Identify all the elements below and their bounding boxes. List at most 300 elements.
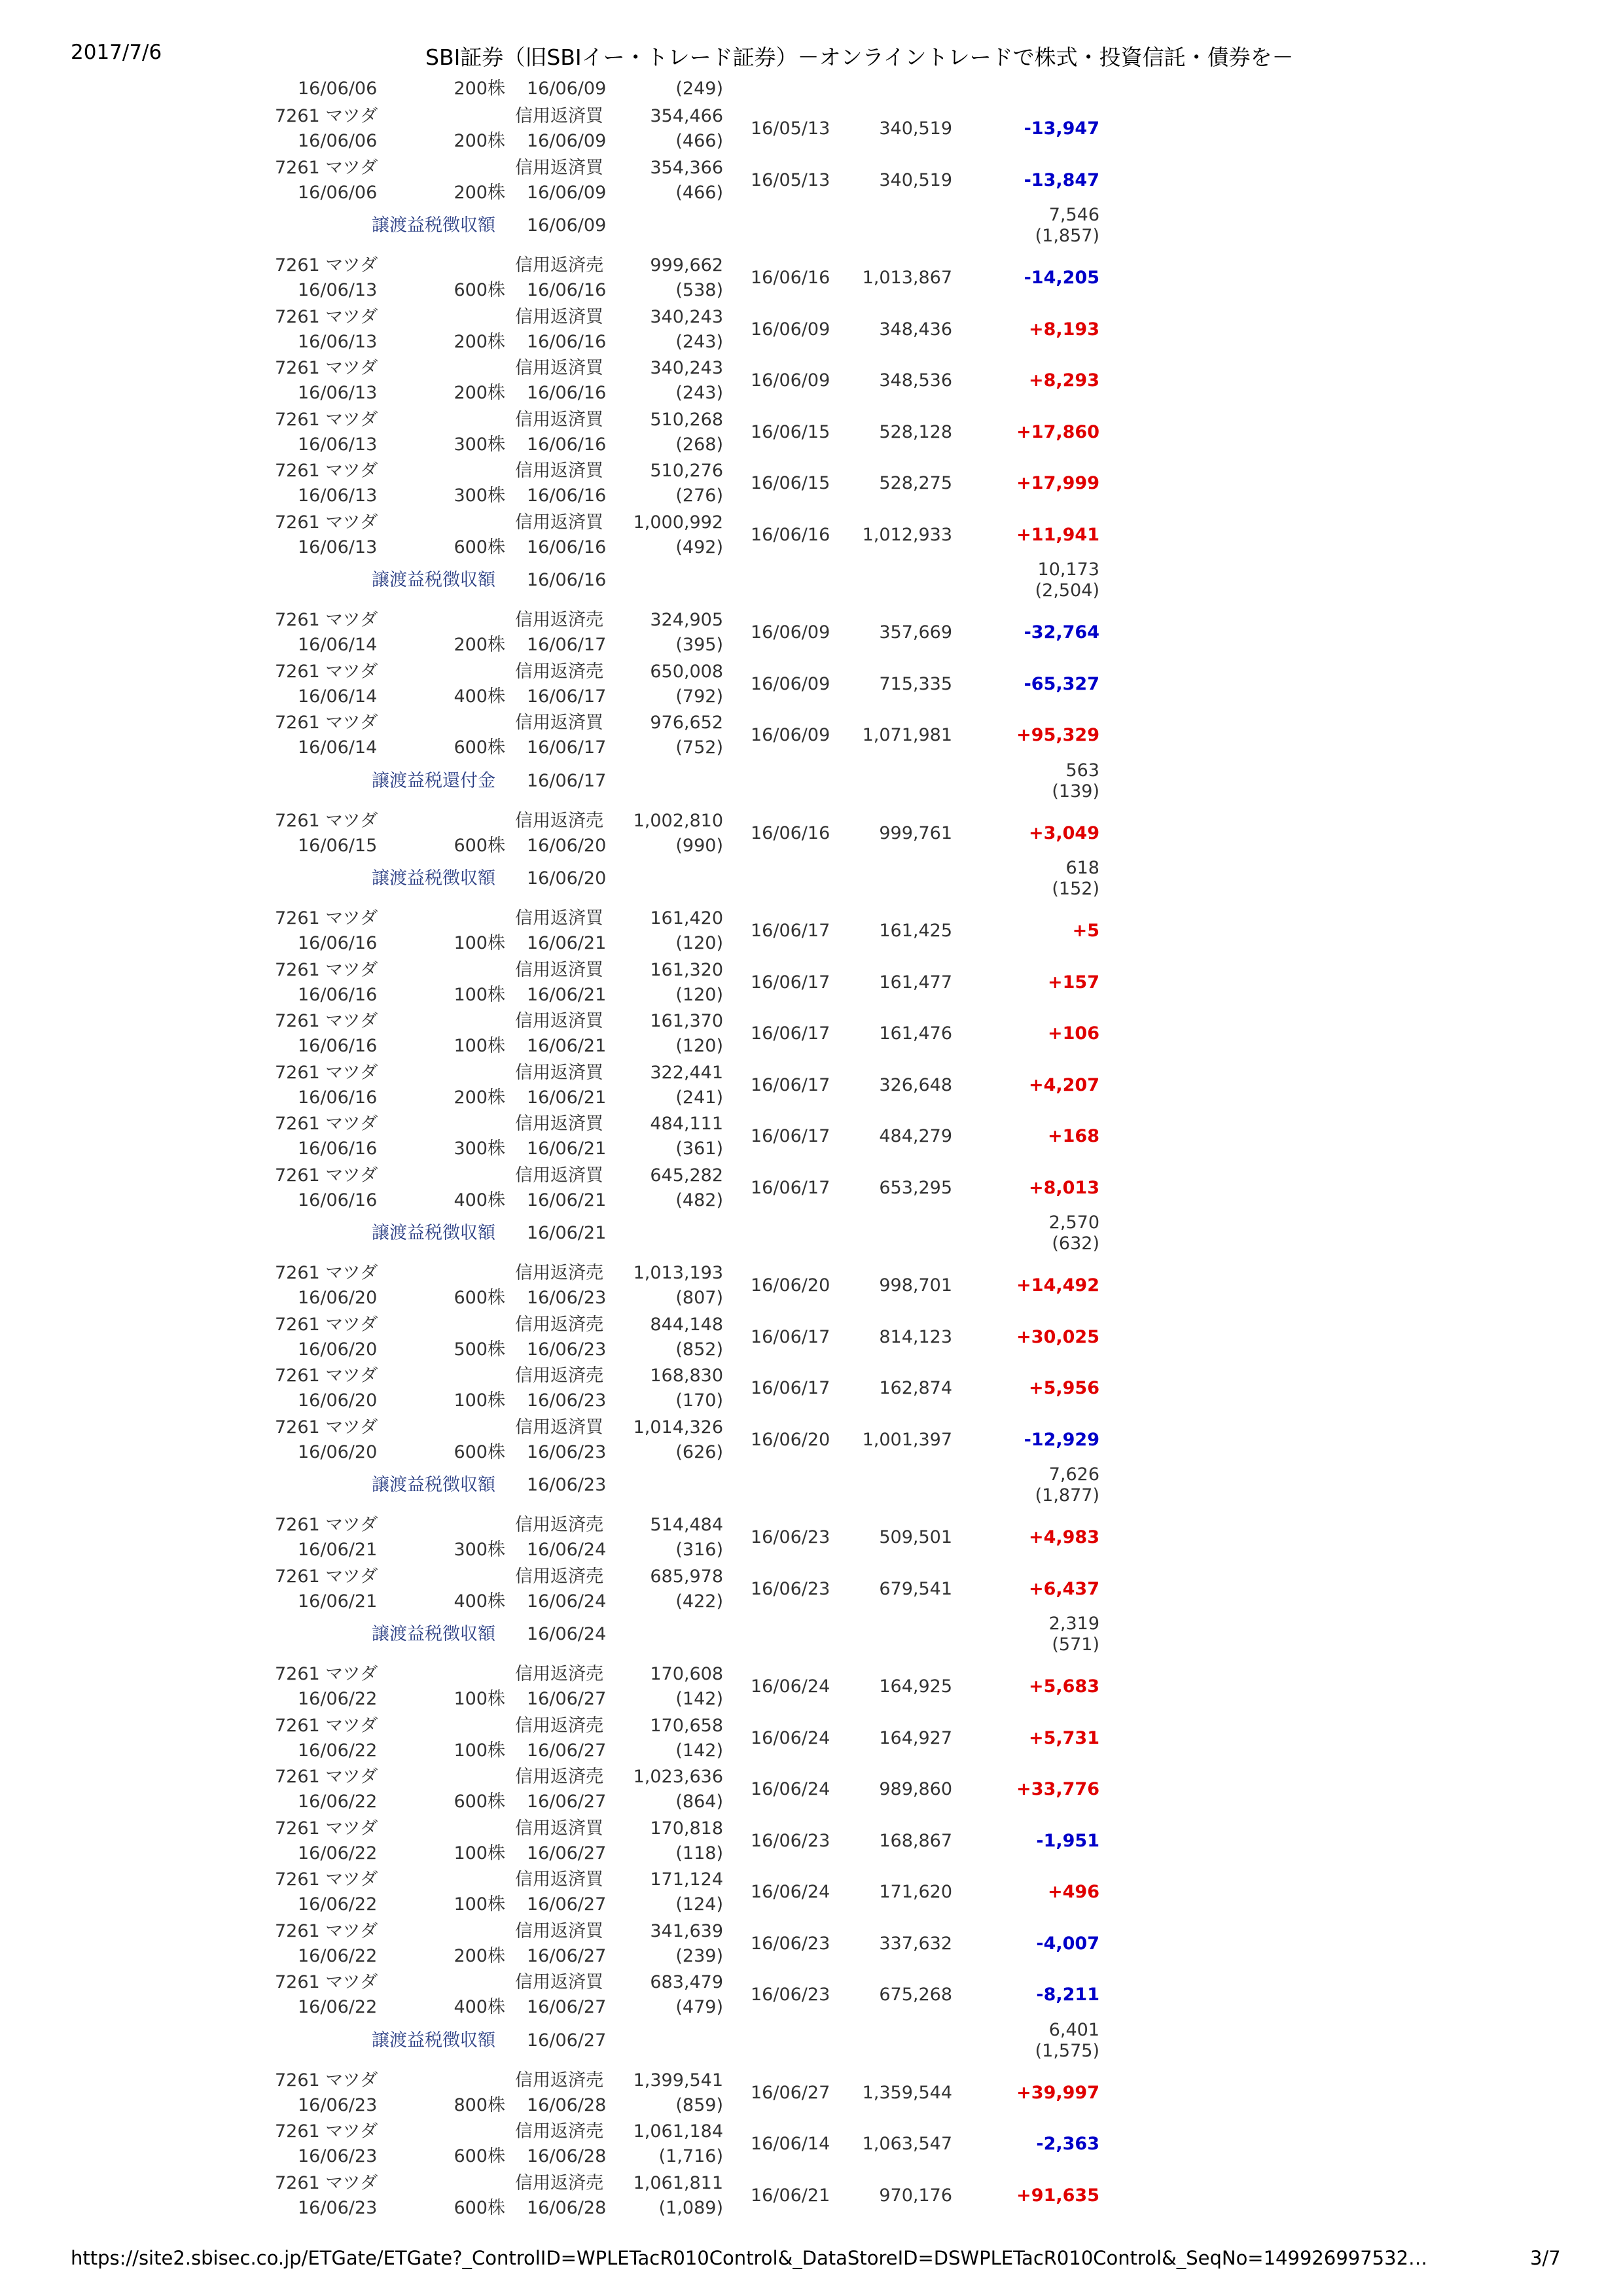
settle-amount: 341,639 [650, 1920, 723, 1941]
tax-amount: 2,570 [1048, 1212, 1099, 1233]
tax-date: 16/06/23 [527, 1475, 607, 1495]
stock-name: 7261 マツダ [275, 1818, 378, 1839]
tax-date: 16/06/16 [527, 570, 607, 590]
trade-date: 16/06/14 [298, 737, 378, 758]
quantity: 600株 [454, 2197, 505, 2218]
settle-date: 16/06/21 [527, 1190, 607, 1210]
tax-amount: 618 [1065, 858, 1099, 878]
trade-date: 16/06/21 [298, 1540, 378, 1560]
settle-amount: 340,243 [650, 306, 723, 327]
quantity: 100株 [454, 984, 505, 1005]
trade-type: 信用返済買 [515, 1417, 603, 1438]
settle-amount: 324,905 [650, 610, 723, 630]
trade-date: 16/06/06 [298, 131, 378, 151]
settle-amount: 1,013,193 [633, 1263, 723, 1283]
open-date: 16/06/23 [751, 1985, 830, 2005]
stock-name: 7261 マツダ [275, 661, 378, 682]
tax-amount: 7,546 [1048, 205, 1099, 225]
stock-name: 7261 マツダ [275, 1366, 378, 1386]
profit-loss: +33,776 [1016, 1779, 1099, 1799]
settle-date: 16/06/27 [527, 1689, 607, 1709]
settle-amount: 645,282 [650, 1165, 723, 1186]
profit-loss: +4,983 [1028, 1527, 1099, 1547]
settle-date: 16/06/27 [527, 1945, 607, 1966]
fee: (120) [675, 1036, 723, 1056]
fee: (124) [675, 1894, 723, 1915]
quantity: 600株 [454, 1792, 505, 1812]
trade-date: 16/06/14 [298, 686, 378, 707]
profit-loss: +168 [1048, 1126, 1099, 1146]
profit-loss: -13,947 [1024, 118, 1099, 139]
fee: (243) [675, 383, 723, 403]
profit-loss: +17,860 [1016, 421, 1099, 442]
fee: (479) [675, 1997, 723, 2017]
carryover-trade-date: 16/06/06 [298, 79, 378, 99]
acquisition-cost: 999,761 [879, 822, 952, 843]
local-tax-amount: (2,504) [1035, 580, 1099, 601]
trade-date: 16/06/15 [298, 835, 378, 856]
settle-amount: 340,243 [650, 358, 723, 378]
trade-type: 信用返済売 [515, 1263, 603, 1283]
fee: (466) [675, 182, 723, 203]
acquisition-cost: 337,632 [879, 1933, 952, 1954]
settle-amount: 170,658 [650, 1715, 723, 1736]
stock-name: 7261 マツダ [275, 713, 378, 733]
settle-date: 16/06/23 [527, 1390, 607, 1411]
trade-type: 信用返済買 [515, 1972, 603, 1992]
fee: (170) [675, 1390, 723, 1411]
trade-type: 信用返済買 [515, 512, 603, 533]
trade-date: 16/06/16 [298, 984, 378, 1005]
settle-date: 16/06/16 [527, 280, 607, 300]
fee: (120) [675, 984, 723, 1005]
open-date: 16/06/16 [751, 268, 830, 288]
settle-amount: 650,008 [650, 661, 723, 682]
settle-date: 16/06/23 [527, 1288, 607, 1308]
acquisition-cost: 715,335 [879, 673, 952, 694]
acquisition-cost: 1,359,544 [862, 2082, 952, 2103]
trade-date: 16/06/13 [298, 486, 378, 506]
stock-name: 7261 マツダ [275, 1515, 378, 1535]
quantity: 800株 [454, 2094, 505, 2115]
open-date: 16/06/24 [751, 1676, 830, 1697]
fee: (807) [675, 1288, 723, 1308]
trade-date: 16/06/13 [298, 331, 378, 352]
acquisition-cost: 989,860 [879, 1779, 952, 1799]
settle-amount: 514,484 [650, 1515, 723, 1535]
fee: (852) [675, 1339, 723, 1360]
fee: (864) [675, 1792, 723, 1812]
settle-date: 16/06/20 [527, 835, 607, 856]
acquisition-cost: 161,425 [879, 921, 952, 941]
profit-loss: +496 [1048, 1882, 1099, 1902]
stock-name: 7261 マツダ [275, 255, 378, 275]
trade-type: 信用返済買 [515, 1114, 603, 1134]
stock-name: 7261 マツダ [275, 810, 378, 831]
open-date: 16/06/24 [751, 1882, 830, 1902]
trade-type: 信用返済売 [515, 810, 603, 831]
print-date: 2017/7/6 [71, 41, 162, 64]
quantity: 300株 [454, 1540, 505, 1560]
settle-date: 16/06/17 [527, 737, 607, 758]
quantity: 300株 [454, 434, 505, 455]
quantity: 200株 [454, 1945, 505, 1966]
open-date: 16/06/23 [751, 1933, 830, 1954]
stock-name: 7261 マツダ [275, 1417, 378, 1438]
open-date: 16/06/17 [751, 1074, 830, 1095]
open-date: 16/06/17 [751, 1177, 830, 1198]
tax-label: 譲渡益税徴収額 [372, 868, 495, 889]
stock-name: 7261 マツダ [275, 1314, 378, 1335]
settle-date: 16/06/16 [527, 331, 607, 352]
profit-loss: -2,363 [1036, 2134, 1099, 2154]
open-date: 16/06/23 [751, 1578, 830, 1599]
open-date: 16/06/15 [751, 473, 830, 493]
open-date: 16/06/27 [751, 2082, 830, 2103]
open-date: 16/06/23 [751, 1830, 830, 1851]
quantity: 600株 [454, 537, 505, 557]
tax-label: 譲渡益税還付金 [372, 770, 495, 791]
trade-date: 16/06/22 [298, 1740, 378, 1761]
stock-name: 7261 マツダ [275, 2172, 378, 2193]
settle-amount: 170,608 [650, 1664, 723, 1684]
tax-amount: 6,401 [1048, 2019, 1099, 2040]
carryover-qty: 200株 [454, 79, 505, 99]
trade-date: 16/06/16 [298, 1087, 378, 1108]
trade-type: 信用返済買 [515, 908, 603, 928]
trade-date: 16/06/22 [298, 1689, 378, 1709]
open-date: 16/06/21 [751, 2185, 830, 2206]
settle-amount: 683,479 [650, 1972, 723, 1992]
settle-amount: 1,061,184 [633, 2121, 723, 2142]
profit-loss: +106 [1048, 1023, 1099, 1044]
profit-loss: -14,205 [1024, 268, 1099, 288]
open-date: 16/06/09 [751, 673, 830, 694]
profit-loss: +11,941 [1016, 524, 1099, 545]
tax-date: 16/06/17 [527, 770, 607, 791]
trade-date: 16/06/22 [298, 1843, 378, 1863]
open-date: 16/06/09 [751, 622, 830, 643]
stock-name: 7261 マツダ [275, 2070, 378, 2091]
trade-type: 信用返済買 [515, 1062, 603, 1083]
trade-type: 信用返済買 [515, 461, 603, 481]
tax-date: 16/06/09 [527, 215, 607, 236]
quantity: 600株 [454, 1441, 505, 1462]
fee: (241) [675, 1087, 723, 1108]
trade-date: 16/06/22 [298, 1945, 378, 1966]
stock-name: 7261 マツダ [275, 1566, 378, 1587]
fee: (120) [675, 933, 723, 953]
fee: (859) [675, 2094, 723, 2115]
settle-date: 16/06/21 [527, 984, 607, 1005]
acquisition-cost: 1,071,981 [862, 725, 952, 745]
stock-name: 7261 マツダ [275, 1767, 378, 1787]
profit-loss: +5,731 [1028, 1727, 1099, 1748]
settle-amount: 354,366 [650, 157, 723, 178]
fee: (276) [675, 486, 723, 506]
trade-type: 信用返済売 [515, 1715, 603, 1736]
stock-name: 7261 マツダ [275, 1920, 378, 1941]
quantity: 200株 [454, 1087, 505, 1108]
stock-name: 7261 マツダ [275, 409, 378, 430]
acquisition-cost: 528,128 [879, 421, 952, 442]
trade-date: 16/06/20 [298, 1390, 378, 1411]
settle-date: 16/06/28 [527, 2094, 607, 2115]
trade-date: 16/06/13 [298, 383, 378, 403]
quantity: 500株 [454, 1339, 505, 1360]
open-date: 16/06/15 [751, 421, 830, 442]
trade-date: 16/06/21 [298, 1591, 378, 1612]
trade-type: 信用返済売 [515, 610, 603, 630]
trade-date: 16/06/13 [298, 434, 378, 455]
quantity: 100株 [454, 933, 505, 953]
settle-date: 16/06/16 [527, 434, 607, 455]
profit-loss: -13,847 [1024, 169, 1099, 190]
profit-loss: +30,025 [1016, 1326, 1099, 1347]
quantity: 400株 [454, 1997, 505, 2017]
stock-name: 7261 マツダ [275, 306, 378, 327]
stock-name: 7261 マツダ [275, 1011, 378, 1031]
tax-label: 譲渡益税徴収額 [372, 570, 495, 590]
acquisition-cost: 357,669 [879, 622, 952, 643]
acquisition-cost: 1,013,867 [862, 268, 952, 288]
local-tax-amount: (1,857) [1035, 226, 1099, 246]
trade-date: 16/06/20 [298, 1441, 378, 1462]
profit-loss: +6,437 [1028, 1578, 1099, 1599]
settle-amount: 510,276 [650, 461, 723, 481]
local-tax-amount: (1,877) [1035, 1485, 1099, 1506]
settle-date: 16/06/28 [527, 2197, 607, 2218]
settle-amount: 168,830 [650, 1366, 723, 1386]
settle-date: 16/06/21 [527, 1139, 607, 1159]
acquisition-cost: 814,123 [879, 1326, 952, 1347]
stock-name: 7261 マツダ [275, 1869, 378, 1890]
quantity: 100株 [454, 1390, 505, 1411]
trade-type: 信用返済売 [515, 2070, 603, 2091]
open-date: 16/06/17 [751, 1023, 830, 1044]
trade-date: 16/06/23 [298, 2094, 378, 2115]
stock-name: 7261 マツダ [275, 1972, 378, 1992]
settle-amount: 322,441 [650, 1062, 723, 1083]
profit-loss: +5 [1072, 921, 1099, 941]
settle-amount: 1,014,326 [633, 1417, 723, 1438]
carryover-fee: (249) [675, 79, 723, 99]
local-tax-amount: (1,575) [1035, 2040, 1099, 2061]
profit-loss: +91,635 [1016, 2185, 1099, 2206]
acquisition-cost: 1,012,933 [862, 524, 952, 545]
acquisition-cost: 675,268 [879, 1985, 952, 2005]
settle-amount: 844,148 [650, 1314, 723, 1335]
quantity: 600株 [454, 280, 505, 300]
profit-loss: +4,207 [1028, 1074, 1099, 1095]
open-date: 16/06/20 [751, 1275, 830, 1296]
acquisition-cost: 484,279 [879, 1126, 952, 1146]
trade-date: 16/06/23 [298, 2197, 378, 2218]
profit-loss: +157 [1048, 972, 1099, 993]
settle-date: 16/06/23 [527, 1441, 607, 1462]
fee: (316) [675, 1540, 723, 1560]
stock-name: 7261 マツダ [275, 1114, 378, 1134]
acquisition-cost: 340,519 [879, 169, 952, 190]
fee: (142) [675, 1740, 723, 1761]
profit-loss: +95,329 [1016, 725, 1099, 745]
trade-type: 信用返済買 [515, 1165, 603, 1186]
quantity: 200株 [454, 331, 505, 352]
profit-loss: -1,951 [1036, 1830, 1099, 1851]
trade-date: 16/06/13 [298, 537, 378, 557]
quantity: 100株 [454, 1689, 505, 1709]
trade-date: 16/06/20 [298, 1339, 378, 1360]
acquisition-cost: 679,541 [879, 1578, 952, 1599]
settle-date: 16/06/16 [527, 486, 607, 506]
profit-loss: +5,683 [1028, 1676, 1099, 1697]
trade-type: 信用返済買 [515, 959, 603, 980]
trade-type: 信用返済売 [515, 1664, 603, 1684]
trade-type: 信用返済売 [515, 661, 603, 682]
acquisition-cost: 998,701 [879, 1275, 952, 1296]
fee: (466) [675, 131, 723, 151]
quantity: 600株 [454, 737, 505, 758]
trade-type: 信用返済売 [515, 2121, 603, 2142]
open-date: 16/05/13 [751, 169, 830, 190]
quantity: 600株 [454, 2146, 505, 2166]
fee: (422) [675, 1591, 723, 1612]
trade-type: 信用返済売 [515, 1515, 603, 1535]
trade-date: 16/06/14 [298, 635, 378, 655]
settle-amount: 510,268 [650, 409, 723, 430]
trade-type: 信用返済買 [515, 306, 603, 327]
settle-date: 16/06/28 [527, 2146, 607, 2166]
open-date: 16/06/17 [751, 921, 830, 941]
stock-name: 7261 マツダ [275, 1263, 378, 1283]
page-url: https://site2.sbisec.co.jp/ETGate/ETGate?_ControlID=WPLETacR010Control&_DataStoreID=DSWPLETacR010Control&_SeqNo=149926997532… [71, 2247, 1428, 2269]
fee: (395) [675, 635, 723, 655]
stock-name: 7261 マツダ [275, 959, 378, 980]
fee: (118) [675, 1843, 723, 1863]
trade-date: 16/06/22 [298, 1997, 378, 2017]
local-tax-amount: (139) [1052, 781, 1099, 802]
open-date: 16/06/09 [751, 370, 830, 391]
trade-type: 信用返済買 [515, 106, 603, 126]
profit-loss: +17,999 [1016, 473, 1099, 493]
stock-name: 7261 マツダ [275, 1062, 378, 1083]
settle-date: 16/06/27 [527, 1740, 607, 1761]
local-tax-amount: (152) [1052, 879, 1099, 899]
acquisition-cost: 970,176 [879, 2185, 952, 2206]
fee: (538) [675, 280, 723, 300]
acquisition-cost: 164,927 [879, 1727, 952, 1748]
open-date: 16/06/16 [751, 822, 830, 843]
trade-type: 信用返済買 [515, 1869, 603, 1890]
tax-amount: 10,173 [1037, 559, 1099, 580]
acquisition-cost: 348,436 [879, 319, 952, 340]
settle-amount: 161,370 [650, 1011, 723, 1031]
settle-amount: 999,662 [650, 255, 723, 275]
settle-date: 16/06/24 [527, 1540, 607, 1560]
fee: (1,089) [658, 2197, 723, 2218]
trade-date: 16/06/23 [298, 2146, 378, 2166]
settle-amount: 685,978 [650, 1566, 723, 1587]
settle-date: 16/06/27 [527, 1843, 607, 1863]
open-date: 16/06/17 [751, 1126, 830, 1146]
trade-date: 16/06/22 [298, 1792, 378, 1812]
quantity: 400株 [454, 1190, 505, 1210]
tax-date: 16/06/24 [527, 1624, 607, 1644]
settle-amount: 171,124 [650, 1869, 723, 1890]
quantity: 100株 [454, 1740, 505, 1761]
open-date: 16/06/17 [751, 1378, 830, 1398]
trade-type: 信用返済買 [515, 409, 603, 430]
profit-loss: +5,956 [1028, 1378, 1099, 1398]
fee: (1,716) [658, 2146, 723, 2166]
settle-date: 16/06/23 [527, 1339, 607, 1360]
settle-amount: 1,061,811 [633, 2172, 723, 2193]
settle-date: 16/06/27 [527, 1894, 607, 1915]
settle-amount: 484,111 [650, 1114, 723, 1134]
quantity: 600株 [454, 835, 505, 856]
settle-date: 16/06/24 [527, 1591, 607, 1612]
tax-label: 譲渡益税徴収額 [372, 1475, 495, 1495]
tax-label: 譲渡益税徴収額 [372, 215, 495, 236]
trade-type: 信用返済買 [515, 157, 603, 178]
page-number: 3/7 [1530, 2247, 1561, 2269]
open-date: 16/06/17 [751, 972, 830, 993]
tax-label: 譲渡益税徴収額 [372, 1624, 495, 1644]
acquisition-cost: 1,001,397 [862, 1429, 952, 1450]
settle-date: 16/06/21 [527, 933, 607, 953]
trade-type: 信用返済買 [515, 1818, 603, 1839]
acquisition-cost: 340,519 [879, 118, 952, 139]
trade-type: 信用返済売 [515, 2172, 603, 2193]
trade-date: 16/06/16 [298, 1036, 378, 1056]
trade-type: 信用返済買 [515, 713, 603, 733]
trade-date: 16/06/06 [298, 182, 378, 203]
fee: (792) [675, 686, 723, 707]
quantity: 100株 [454, 1894, 505, 1915]
trade-type: 信用返済売 [515, 1314, 603, 1335]
profit-loss: +8,293 [1028, 370, 1099, 391]
open-date: 16/06/14 [751, 2134, 830, 2154]
quantity: 400株 [454, 686, 505, 707]
stock-name: 7261 マツダ [275, 610, 378, 630]
fee: (243) [675, 331, 723, 352]
acquisition-cost: 164,925 [879, 1676, 952, 1697]
tax-date: 16/06/21 [527, 1223, 607, 1243]
settle-amount: 161,420 [650, 908, 723, 928]
quantity: 300株 [454, 486, 505, 506]
stock-name: 7261 マツダ [275, 1664, 378, 1684]
quantity: 400株 [454, 1591, 505, 1612]
tax-label: 譲渡益税徴収額 [372, 2030, 495, 2051]
acquisition-cost: 653,295 [879, 1177, 952, 1198]
settle-amount: 1,000,992 [633, 512, 723, 533]
stock-name: 7261 マツダ [275, 512, 378, 533]
profit-loss: -12,929 [1024, 1429, 1099, 1450]
quantity: 200株 [454, 182, 505, 203]
trade-date: 16/06/16 [298, 933, 378, 953]
profit-loss: -4,007 [1036, 1933, 1099, 1954]
fee: (990) [675, 835, 723, 856]
settle-amount: 1,023,636 [633, 1767, 723, 1787]
quantity: 200株 [454, 131, 505, 151]
tax-date: 16/06/27 [527, 2030, 607, 2051]
quantity: 300株 [454, 1139, 505, 1159]
open-date: 16/06/20 [751, 1429, 830, 1450]
quantity: 100株 [454, 1036, 505, 1056]
carryover-settle-date: 16/06/09 [527, 79, 607, 99]
settle-amount: 1,399,541 [633, 2070, 723, 2091]
acquisition-cost: 162,874 [879, 1378, 952, 1398]
